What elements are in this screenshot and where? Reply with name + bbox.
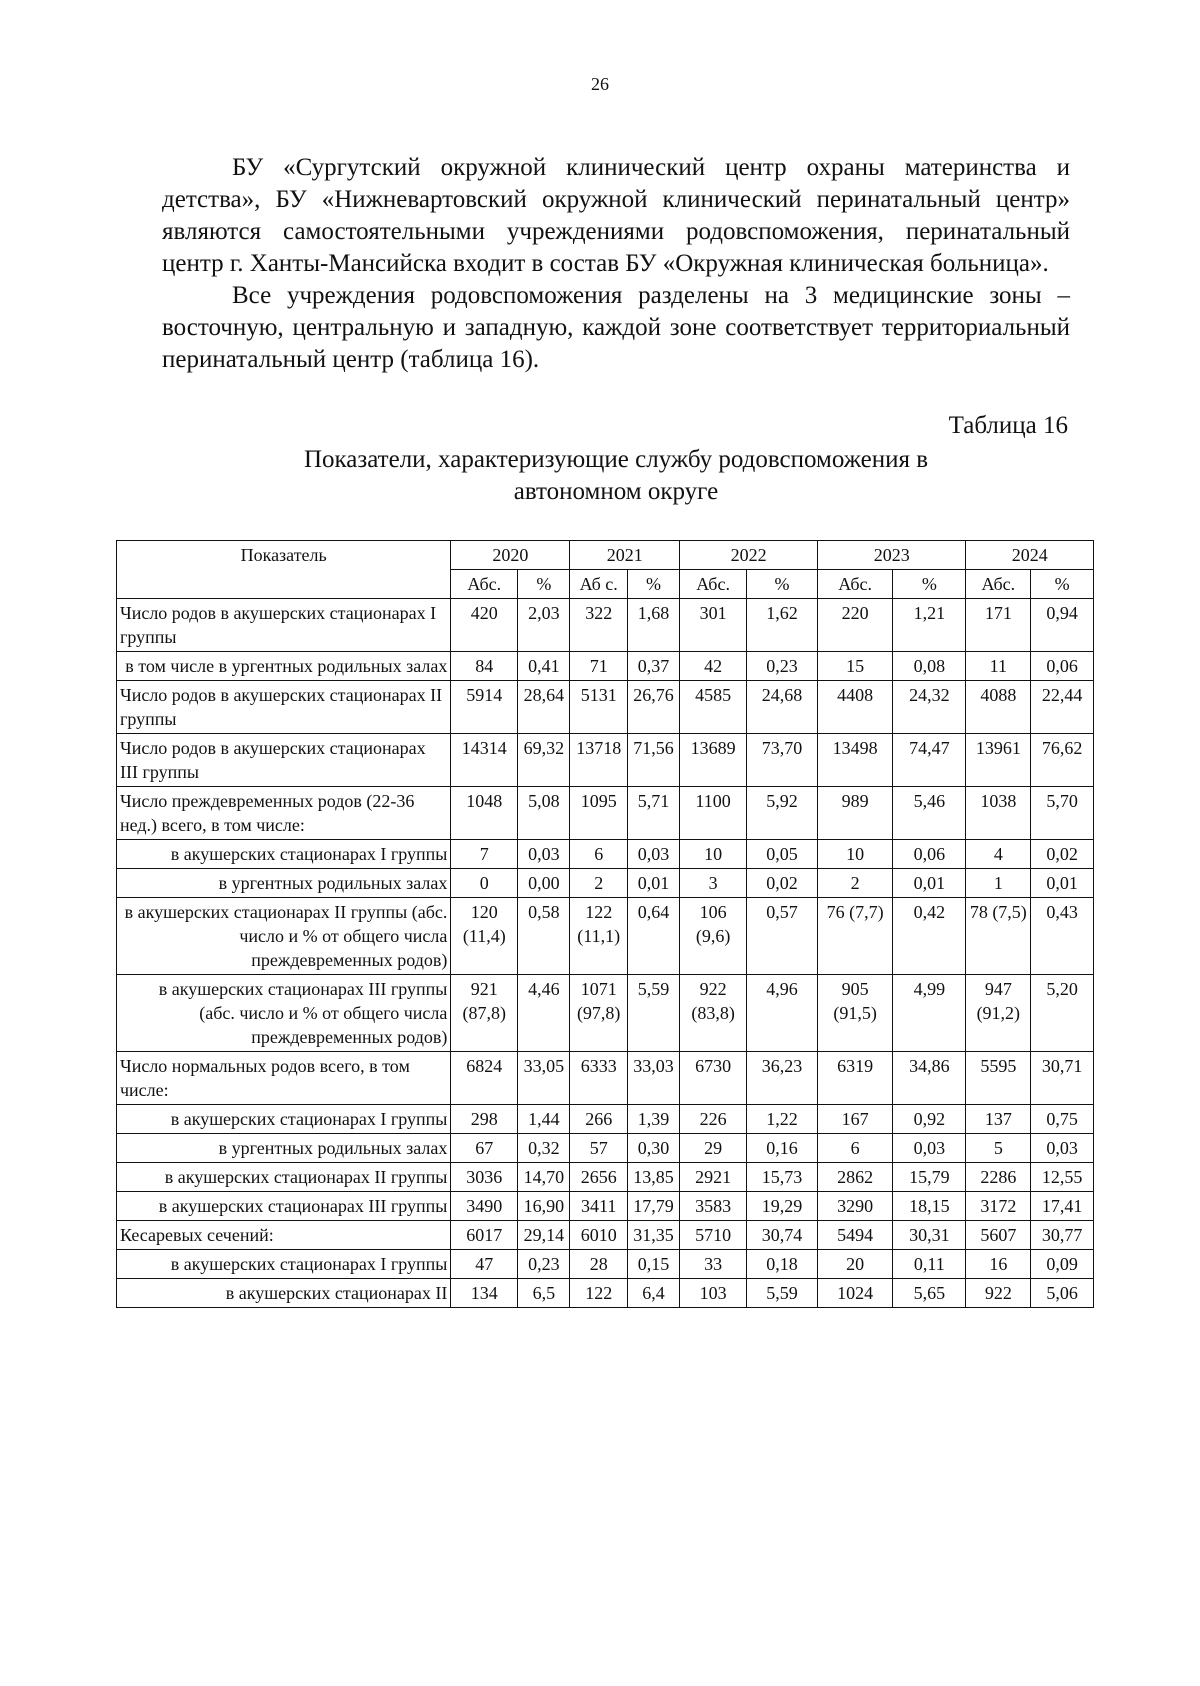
header-year: 2023 [818, 541, 966, 570]
value-cell: 67 [451, 1134, 518, 1163]
value-cell: 28 [570, 1250, 627, 1279]
value-cell: 11 [966, 652, 1031, 681]
value-cell: 5,59 [747, 1279, 818, 1308]
indicator-label: Число родов в акушерских стационарах II группы [117, 681, 451, 734]
value-cell: 2921 [680, 1163, 747, 1192]
value-cell: 16 [966, 1250, 1031, 1279]
value-cell: 26,76 [627, 681, 679, 734]
value-cell: 0,32 [518, 1134, 570, 1163]
table-row [117, 787, 1094, 840]
value-cell: 0,37 [627, 652, 679, 681]
value-cell: 0,23 [518, 1250, 570, 1279]
value-cell: 6,4 [627, 1279, 679, 1308]
header-sub: % [893, 570, 966, 599]
value-cell: 2 [570, 869, 627, 898]
value-cell: 5,70 [1031, 787, 1094, 840]
table-row [117, 1279, 1094, 1308]
value-cell: 57 [570, 1134, 627, 1163]
value-cell: 78 (7,5) [966, 898, 1031, 975]
value-cell: 71 [570, 652, 627, 681]
table-row [117, 1134, 1094, 1163]
indicators-table [116, 540, 1094, 1308]
value-cell: 30,74 [747, 1221, 818, 1250]
value-cell: 0,64 [627, 898, 679, 975]
value-cell: 0,43 [1031, 898, 1094, 975]
table-row [117, 734, 1094, 787]
value-cell: 0,75 [1031, 1105, 1094, 1134]
header-year: 2020 [451, 541, 570, 570]
table-title-line-2: автономном округе [513, 478, 719, 505]
value-cell: 84 [451, 652, 518, 681]
value-cell: 5,20 [1031, 975, 1094, 1052]
header-sub: Абс. [966, 570, 1031, 599]
value-cell: 0,03 [627, 840, 679, 869]
table-row [117, 1163, 1094, 1192]
value-cell: 3290 [818, 1192, 893, 1221]
value-cell: 4,46 [518, 975, 570, 1052]
value-cell: 5 [966, 1134, 1031, 1163]
value-cell: 220 [818, 599, 893, 652]
value-cell: 5607 [966, 1221, 1031, 1250]
value-cell: 17,41 [1031, 1192, 1094, 1221]
header-sub: % [1031, 570, 1094, 599]
paragraph-2: Все учреждения родовспоможения разделены на 3 медицинские зоны – восточную, центральную и западную, каждой зоне соответствует территориальный перинатальный центр (таблица 16). [162, 282, 1070, 373]
value-cell: 0,30 [627, 1134, 679, 1163]
indicator-label: Число нормальных родов всего, в том числе: [117, 1052, 451, 1105]
indicator-label: в акушерских стационарах I группы [117, 1105, 451, 1134]
value-cell: 298 [451, 1105, 518, 1134]
paragraph-1: БУ «Сургутский окружной клинический центр охраны материнства и детства», БУ «Нижневартовский окружной клинический перинатальный центр» являются самостоятельными учреждениями родовспоможения, перинатальный центр г. Ханты-Мансийска входит в состав БУ «Окружная клиническая больница». [162, 154, 1070, 277]
value-cell: 6,5 [518, 1279, 570, 1308]
value-cell: 12,55 [1031, 1163, 1094, 1192]
indicator-label: в ургентных родильных залах [117, 1134, 451, 1163]
value-cell: 33,03 [627, 1052, 679, 1105]
value-cell: 33,05 [518, 1052, 570, 1105]
value-cell: 2286 [966, 1163, 1031, 1192]
header-sub: Абс. [680, 570, 747, 599]
indicator-label: Кесаревых сечений: [117, 1221, 451, 1250]
value-cell: 17,79 [627, 1192, 679, 1221]
value-cell: 4,96 [747, 975, 818, 1052]
value-cell: 10 [818, 840, 893, 869]
indicator-label: в акушерских стационарах II группы [117, 1163, 451, 1192]
value-cell: 301 [680, 599, 747, 652]
value-cell: 5,65 [893, 1279, 966, 1308]
indicator-label: в акушерских стационарах III группы (абс. число и % от общего числа преждевременных родов) [117, 975, 451, 1052]
value-cell: 14,70 [518, 1163, 570, 1192]
value-cell: 0,03 [893, 1134, 966, 1163]
value-cell: 0,94 [1031, 599, 1094, 652]
indicator-label: в акушерских стационарах II группы (абс. число и % от общего числа преждевременных родов) [117, 898, 451, 975]
value-cell: 122 [570, 1279, 627, 1308]
value-cell: 5,59 [627, 975, 679, 1052]
table-row [117, 975, 1094, 1052]
value-cell: 20 [818, 1250, 893, 1279]
indicator-label: в акушерских стационарах III группы [117, 1192, 451, 1221]
table-row [117, 1105, 1094, 1134]
value-cell: 30,77 [1031, 1221, 1094, 1250]
value-cell: 106 (9,6) [680, 898, 747, 975]
header-year: 2021 [570, 541, 680, 570]
value-cell: 13961 [966, 734, 1031, 787]
table-row [117, 1192, 1094, 1221]
value-cell: 0,15 [627, 1250, 679, 1279]
table-row [117, 681, 1094, 734]
value-cell: 30,71 [1031, 1052, 1094, 1105]
value-cell: 0,58 [518, 898, 570, 975]
value-cell: 0,23 [747, 652, 818, 681]
indicator-label: Число родов в акушерских стационарах I группы [117, 599, 451, 652]
table-row [117, 869, 1094, 898]
table-row [117, 898, 1094, 975]
value-cell: 0 [451, 869, 518, 898]
value-cell: 5,71 [627, 787, 679, 840]
value-cell: 6333 [570, 1052, 627, 1105]
value-cell: 5,08 [518, 787, 570, 840]
header-sub: Аб с. [570, 570, 627, 599]
value-cell: 0,11 [893, 1250, 966, 1279]
value-cell: 5,46 [893, 787, 966, 840]
value-cell: 76 (7,7) [818, 898, 893, 975]
value-cell: 3490 [451, 1192, 518, 1221]
value-cell: 0,03 [1031, 1134, 1094, 1163]
value-cell: 921 (87,8) [451, 975, 518, 1052]
value-cell: 76,62 [1031, 734, 1094, 787]
page-number: 26 [591, 74, 609, 94]
value-cell: 0,03 [518, 840, 570, 869]
indicator-label: Число родов в акушерских стационарах III группы [117, 734, 451, 787]
value-cell: 15,73 [747, 1163, 818, 1192]
value-cell: 1,62 [747, 599, 818, 652]
value-cell: 36,23 [747, 1052, 818, 1105]
value-cell: 6730 [680, 1052, 747, 1105]
value-cell: 1,68 [627, 599, 679, 652]
value-cell: 47 [451, 1250, 518, 1279]
value-cell: 0,18 [747, 1250, 818, 1279]
value-cell: 420 [451, 599, 518, 652]
value-cell: 69,32 [518, 734, 570, 787]
value-cell: 1,39 [627, 1105, 679, 1134]
value-cell: 103 [680, 1279, 747, 1308]
value-cell: 15 [818, 652, 893, 681]
value-cell: 0,02 [1031, 840, 1094, 869]
table-row [117, 599, 1094, 652]
value-cell: 0,05 [747, 840, 818, 869]
value-cell: 0,06 [893, 840, 966, 869]
value-cell: 6017 [451, 1221, 518, 1250]
value-cell: 74,47 [893, 734, 966, 787]
header-sub: Абс. [451, 570, 518, 599]
value-cell: 6 [818, 1134, 893, 1163]
value-cell: 4088 [966, 681, 1031, 734]
table-body [117, 599, 1094, 1308]
value-cell: 73,70 [747, 734, 818, 787]
value-cell: 322 [570, 599, 627, 652]
table-row [117, 1250, 1094, 1279]
value-cell: 3036 [451, 1163, 518, 1192]
table-row [117, 1221, 1094, 1250]
value-cell: 137 [966, 1105, 1031, 1134]
value-cell: 15,79 [893, 1163, 966, 1192]
value-cell: 13718 [570, 734, 627, 787]
value-cell: 2656 [570, 1163, 627, 1192]
value-cell: 13,85 [627, 1163, 679, 1192]
value-cell: 1071 (97,8) [570, 975, 627, 1052]
value-cell: 1100 [680, 787, 747, 840]
value-cell: 905 (91,5) [818, 975, 893, 1052]
indicator-label: в акушерских стационарах I группы [117, 1250, 451, 1279]
indicator-label: в акушерских стационарах II [117, 1279, 451, 1308]
value-cell: 2 [818, 869, 893, 898]
body-text [162, 152, 1070, 376]
value-cell: 922 (83,8) [680, 975, 747, 1052]
value-cell: 4,99 [893, 975, 966, 1052]
value-cell: 24,32 [893, 681, 966, 734]
value-cell: 1,22 [747, 1105, 818, 1134]
value-cell: 6 [570, 840, 627, 869]
value-cell: 7 [451, 840, 518, 869]
value-cell: 1,21 [893, 599, 966, 652]
value-cell: 13689 [680, 734, 747, 787]
value-cell: 5,92 [747, 787, 818, 840]
value-cell: 0,42 [893, 898, 966, 975]
table-title-line-1: Показатели, характеризующие службу родовспоможения в [303, 446, 929, 473]
value-cell: 5494 [818, 1221, 893, 1250]
value-cell: 226 [680, 1105, 747, 1134]
value-cell: 18,15 [893, 1192, 966, 1221]
value-cell: 14314 [451, 734, 518, 787]
value-cell: 922 [966, 1279, 1031, 1308]
value-cell: 0,01 [1031, 869, 1094, 898]
value-cell: 24,68 [747, 681, 818, 734]
value-cell: 3172 [966, 1192, 1031, 1221]
header-sub: % [627, 570, 679, 599]
value-cell: 167 [818, 1105, 893, 1134]
value-cell: 0,06 [1031, 652, 1094, 681]
value-cell: 19,29 [747, 1192, 818, 1221]
value-cell: 0,01 [627, 869, 679, 898]
value-cell: 6319 [818, 1052, 893, 1105]
value-cell: 33 [680, 1250, 747, 1279]
table-title [162, 444, 1070, 508]
value-cell: 1048 [451, 787, 518, 840]
value-cell: 120 (11,4) [451, 898, 518, 975]
value-cell: 34,86 [893, 1052, 966, 1105]
value-cell: 0,09 [1031, 1250, 1094, 1279]
value-cell: 71,56 [627, 734, 679, 787]
header-sub: Абс. [818, 570, 893, 599]
value-cell: 989 [818, 787, 893, 840]
table-row [117, 652, 1094, 681]
value-cell: 30,31 [893, 1221, 966, 1250]
value-cell: 22,44 [1031, 681, 1094, 734]
value-cell: 0,16 [747, 1134, 818, 1163]
value-cell: 266 [570, 1105, 627, 1134]
value-cell: 1095 [570, 787, 627, 840]
value-cell: 29 [680, 1134, 747, 1163]
value-cell: 0,08 [893, 652, 966, 681]
value-cell: 10 [680, 840, 747, 869]
table-row [117, 840, 1094, 869]
header-sub: % [747, 570, 818, 599]
indicator-label: в акушерских стационарах I группы [117, 840, 451, 869]
table-label: Таблица 16 [948, 412, 1068, 439]
indicator-label: Число преждевременных родов (22-36 нед.) всего, в том числе: [117, 787, 451, 840]
value-cell: 31,35 [627, 1221, 679, 1250]
value-cell: 28,64 [518, 681, 570, 734]
header-sub: % [518, 570, 570, 599]
value-cell: 5595 [966, 1052, 1031, 1105]
value-cell: 29,14 [518, 1221, 570, 1250]
table-row [117, 1052, 1094, 1105]
header-indicator: Показатель [117, 541, 451, 599]
value-cell: 4 [966, 840, 1031, 869]
value-cell: 0,01 [893, 869, 966, 898]
value-cell: 16,90 [518, 1192, 570, 1221]
value-cell: 0,00 [518, 869, 570, 898]
value-cell: 6824 [451, 1052, 518, 1105]
value-cell: 171 [966, 599, 1031, 652]
value-cell: 2,03 [518, 599, 570, 652]
value-cell: 3 [680, 869, 747, 898]
value-cell: 947 (91,2) [966, 975, 1031, 1052]
value-cell: 5710 [680, 1221, 747, 1250]
value-cell: 5131 [570, 681, 627, 734]
value-cell: 6010 [570, 1221, 627, 1250]
header-year: 2024 [966, 541, 1094, 570]
value-cell: 4585 [680, 681, 747, 734]
value-cell: 122 (11,1) [570, 898, 627, 975]
value-cell: 0,57 [747, 898, 818, 975]
indicator-label: в ургентных родильных залах [117, 869, 451, 898]
value-cell: 0,92 [893, 1105, 966, 1134]
value-cell: 1 [966, 869, 1031, 898]
value-cell: 3583 [680, 1192, 747, 1221]
value-cell: 1,44 [518, 1105, 570, 1134]
value-cell: 5914 [451, 681, 518, 734]
value-cell: 4408 [818, 681, 893, 734]
header-year: 2022 [680, 541, 818, 570]
indicator-label: в том числе в ургентных родильных залах [117, 652, 451, 681]
value-cell: 134 [451, 1279, 518, 1308]
value-cell: 42 [680, 652, 747, 681]
value-cell: 1024 [818, 1279, 893, 1308]
value-cell: 0,41 [518, 652, 570, 681]
value-cell: 2862 [818, 1163, 893, 1192]
table-header-years [117, 541, 1094, 570]
value-cell: 1038 [966, 787, 1031, 840]
value-cell: 3411 [570, 1192, 627, 1221]
value-cell: 0,02 [747, 869, 818, 898]
value-cell: 13498 [818, 734, 893, 787]
value-cell: 5,06 [1031, 1279, 1094, 1308]
